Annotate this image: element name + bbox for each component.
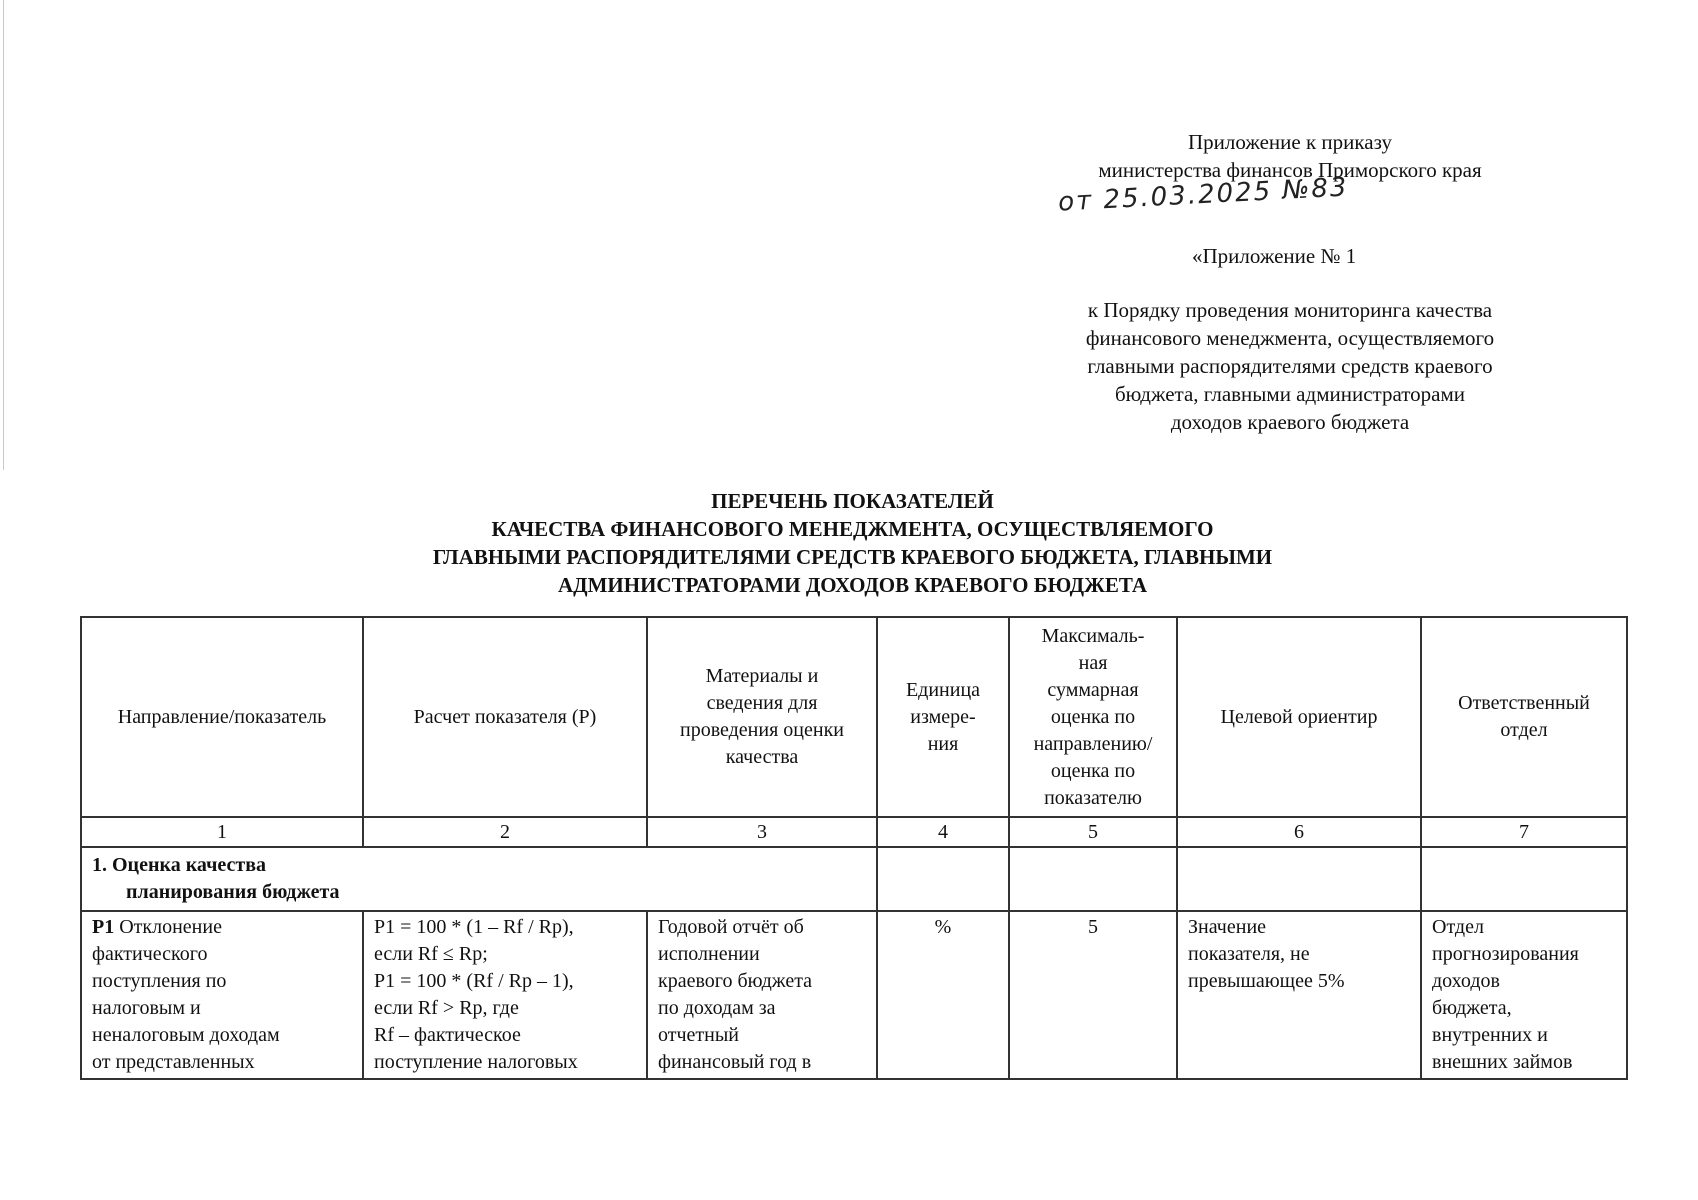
column-number: 7 [1421, 817, 1627, 847]
header-text: сведения для [706, 692, 818, 714]
header-text: ния [927, 732, 959, 755]
materials-text: краевого бюджета [658, 970, 813, 992]
order-reference [1030, 296, 1550, 436]
header-text: измере- [910, 705, 976, 728]
header-text: отдел [1500, 719, 1548, 741]
order-line: финансового менеджмента, осуществляемого [1085, 326, 1495, 350]
max-score-cell: 5 [1009, 911, 1177, 1079]
unit-cell: % [877, 911, 1009, 1079]
scan-edge-line [3, 0, 4, 470]
order-line: к Порядку проведения мониторинга качества [1087, 298, 1493, 322]
indicator-text: налоговым и [92, 997, 201, 1019]
title-line: ГЛАВНЫМИ РАСПОРЯДИТЕЛЯМИ СРЕДСТВ КРАЕВОГО БЮДЖЕТА, ГЛАВНЫМИ [432, 545, 1273, 569]
indicator-text: Отклонение [119, 916, 222, 938]
section-title [81, 847, 877, 911]
department-text: бюджета, [1432, 997, 1512, 1019]
header-text: Материалы и [705, 665, 819, 687]
order-line: доходов краевого бюджета [1170, 410, 1410, 434]
header-text: Ответственный [1458, 692, 1590, 714]
calculation-text: поступление налоговых [374, 1051, 578, 1073]
header-text: суммарная [1047, 678, 1139, 701]
header-max-score [1009, 617, 1177, 817]
header-department [1421, 617, 1627, 817]
title-line: АДМИНИСТРАТОРАМИ ДОХОДОВ КРАЕВОГО БЮДЖЕТА [557, 573, 1147, 597]
calculation-text: P1 = 100 * (1 – Rf / Rp), [374, 916, 574, 938]
appendix-line: министерства финансов Приморского края [1098, 158, 1482, 182]
indicator-cell [81, 911, 363, 1079]
section-title-line: планирования бюджета [126, 881, 340, 903]
header-text: качества [725, 746, 799, 768]
materials-text: Годовой отчёт об [658, 916, 804, 938]
header-unit [877, 617, 1009, 817]
indicator-text: фактического [92, 943, 208, 965]
department-text: внешних займов [1432, 1051, 1573, 1073]
column-number: 3 [647, 817, 877, 847]
handwritten-date-number: от 25.03.2025 №83 [1057, 172, 1350, 218]
calculation-text: Rf – фактическое [374, 1024, 521, 1046]
appendix-line: Приложение к приказу [1188, 130, 1392, 154]
column-number: 5 [1009, 817, 1177, 847]
indicator-text: неналоговым доходам [92, 1024, 280, 1046]
order-line: бюджета, главными администраторами [1115, 382, 1465, 406]
materials-text: финансовый год в [658, 1051, 812, 1073]
empty-cell [1177, 847, 1421, 911]
calculation-text: если Rf ≤ Rp; [374, 943, 488, 965]
empty-cell [1009, 847, 1177, 911]
header-direction: Направление/показатель [81, 617, 363, 817]
indicator-text: от представленных [92, 1051, 255, 1073]
department-text: Отдел [1432, 916, 1484, 938]
title-line: КАЧЕСТВА ФИНАНСОВОГО МЕНЕДЖМЕНТА, ОСУЩЕСТВЛЯЕМОГО [491, 517, 1214, 541]
column-number: 4 [877, 817, 1009, 847]
section-row [81, 847, 1627, 911]
column-number: 6 [1177, 817, 1421, 847]
department-text: внутренних и [1432, 1024, 1548, 1046]
materials-cell [647, 911, 877, 1079]
department-text: доходов [1432, 970, 1500, 992]
header-target: Целевой ориентир [1177, 617, 1421, 817]
header-text: направлению/ [1033, 732, 1153, 755]
header-materials [647, 617, 877, 817]
materials-text: исполнении [658, 943, 760, 965]
header-text: проведения оценки [679, 719, 844, 741]
header-calculation: Расчет показателя (P) [363, 617, 647, 817]
calculation-text: P1 = 100 * (Rf / Rp – 1), [374, 970, 574, 992]
table-row [81, 911, 1627, 1079]
department-text: прогнозирования [1432, 943, 1579, 965]
calculation-text: если Rf > Rp, где [374, 997, 519, 1019]
appendix-number: «Приложение № 1 [1192, 244, 1357, 268]
empty-cell [1421, 847, 1627, 911]
indicator-code: P1 [92, 916, 115, 938]
target-cell [1177, 911, 1421, 1079]
materials-text: по доходам за [658, 997, 776, 1019]
header-text: оценка по [1050, 759, 1136, 782]
empty-cell [877, 847, 1009, 911]
target-text: показателя, не [1188, 943, 1310, 965]
header-text: ная [1078, 651, 1108, 674]
header-text: Единица [905, 678, 981, 701]
column-number: 1 [81, 817, 363, 847]
title-line: ПЕРЕЧЕНЬ ПОКАЗАТЕЛЕЙ [711, 489, 994, 513]
indicators-table [80, 616, 1628, 1080]
header-text: показателю [1044, 786, 1142, 809]
target-text: превышающее 5% [1188, 970, 1345, 992]
column-number: 2 [363, 817, 647, 847]
department-cell [1421, 911, 1627, 1079]
header-text: оценка по [1050, 705, 1136, 728]
indicator-text: поступления по [92, 970, 227, 992]
column-numbers-row [81, 817, 1627, 847]
order-line: главными распорядителями средств краевого [1087, 354, 1493, 378]
materials-text: отчетный [658, 1024, 739, 1046]
header-row [81, 617, 1627, 817]
section-title-line: 1. Оценка качества [92, 854, 267, 876]
target-text: Значение [1188, 916, 1267, 938]
header-text: Максималь- [1041, 624, 1145, 647]
calculation-cell [363, 911, 647, 1079]
document-title [80, 487, 1625, 599]
